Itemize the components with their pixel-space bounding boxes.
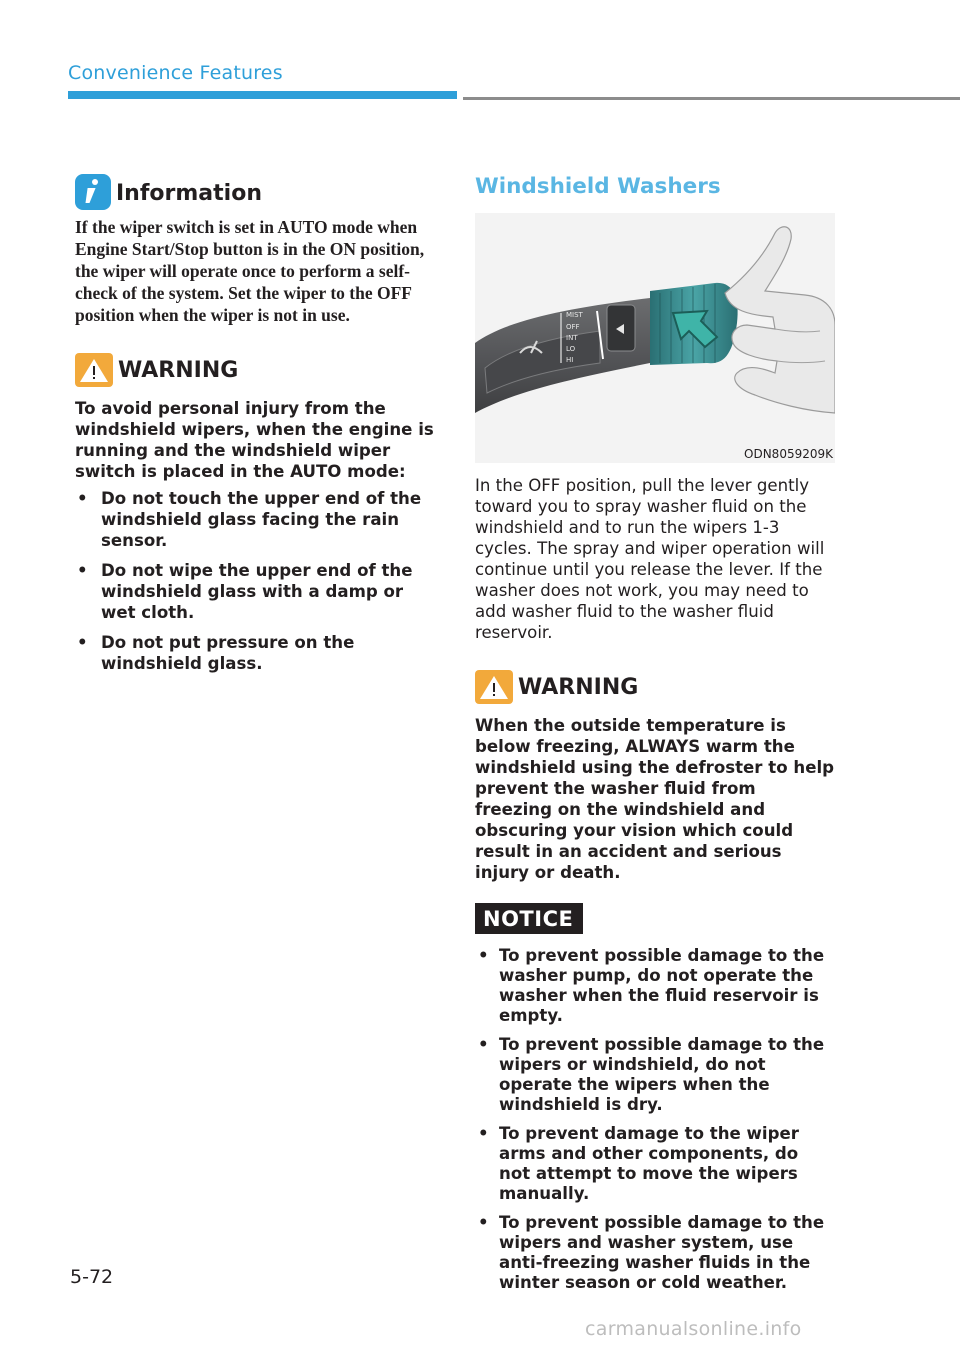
lever-label-mist: MIST (566, 311, 583, 319)
warning-triangle-icon (475, 670, 513, 704)
header-rule-gray (463, 97, 960, 100)
list-item: • Do not touch the upper end of the windshield glass facing the rain sensor. (77, 489, 422, 550)
info-icon (75, 174, 111, 210)
warning-title: WARNING (118, 357, 239, 383)
section-title: Convenience Features (68, 62, 283, 84)
bullet-icon: • (478, 1035, 489, 1054)
windshield-washers-heading: Windshield Washers (475, 174, 721, 199)
information-title: Information (116, 180, 262, 206)
header-rule-accent (68, 91, 457, 99)
figure-caption: ODN8059209K (744, 447, 833, 461)
page-number: 5-72 (70, 1266, 114, 1288)
lever-label-int: INT (566, 334, 578, 342)
list-item: • To prevent possible damage to the wipers and washer system, use anti-freezing washer fluids in the winter season or cold weather. (478, 1213, 825, 1292)
right-column (475, 170, 835, 1302)
warning-list (75, 488, 440, 674)
information-body: If the wiper switch is set in AUTO mode when Engine Start/Stop button is in the ON position, the wiper will operate once to perform a self-check of the system. Set the wiper to the OFF position when the wiper is not in use. (75, 217, 425, 325)
bullet-icon: • (478, 946, 489, 965)
wiper-lever-figure (475, 213, 835, 463)
list-item: • To prevent possible damage to the washer pump, do not operate the washer when the fluid reservoir is empty. (478, 946, 825, 1025)
wiper-lever-illustration (475, 213, 835, 463)
warning-heading-2 (475, 665, 835, 709)
lever-label-lo: LO (566, 345, 576, 353)
lever-label-off: OFF (566, 323, 580, 331)
warning-title: WARNING (518, 674, 639, 700)
washer-instructions: In the OFF position, pull the lever gently toward you to spray washer fluid on the windshield and to run the wipers 1-3 cycles. The spray and wiper operation will continue until you release the lever. If the washer does not work, you may need to add washer fluid to the washer fluid reservoir. (475, 476, 825, 642)
warning-body: When the outside temperature is below freezing, ALWAYS warm the windshield using the defroster to help prevent the washer fluid from freezing on the windshield and obscuring your vision which could result in an accident and serious injury or death. (475, 716, 835, 882)
bullet-icon: • (77, 633, 88, 652)
list-item: • To prevent possible damage to the wipers or windshield, do not operate the wipers when the windshield is dry. (478, 1035, 825, 1114)
warning-heading (75, 348, 440, 392)
bullet-icon: • (478, 1124, 489, 1143)
notice-badge: NOTICE (475, 903, 583, 934)
left-column (75, 170, 440, 683)
warning-triangle-icon (75, 353, 113, 387)
list-item: • Do not wipe the upper end of the windshield glass with a damp or wet cloth. (77, 561, 413, 622)
warning-intro: To avoid personal injury from the windshield wipers, when the engine is running and the windshield wiper switch is placed in the AUTO mode: (75, 399, 434, 481)
lever-label-hi: HI (566, 356, 574, 364)
notice-section (475, 903, 835, 1293)
notice-list (475, 946, 835, 1293)
bullet-icon: • (77, 561, 88, 580)
information-heading (75, 170, 440, 214)
bullet-icon: • (77, 489, 88, 508)
list-item: • Do not put pressure on the windshield glass. (77, 633, 355, 673)
bullet-icon: • (478, 1213, 489, 1232)
list-item: • To prevent damage to the wiper arms and other components, do not attempt to move the wipers manually. (478, 1124, 799, 1203)
watermark: carmanualsonline.info (585, 1318, 802, 1340)
